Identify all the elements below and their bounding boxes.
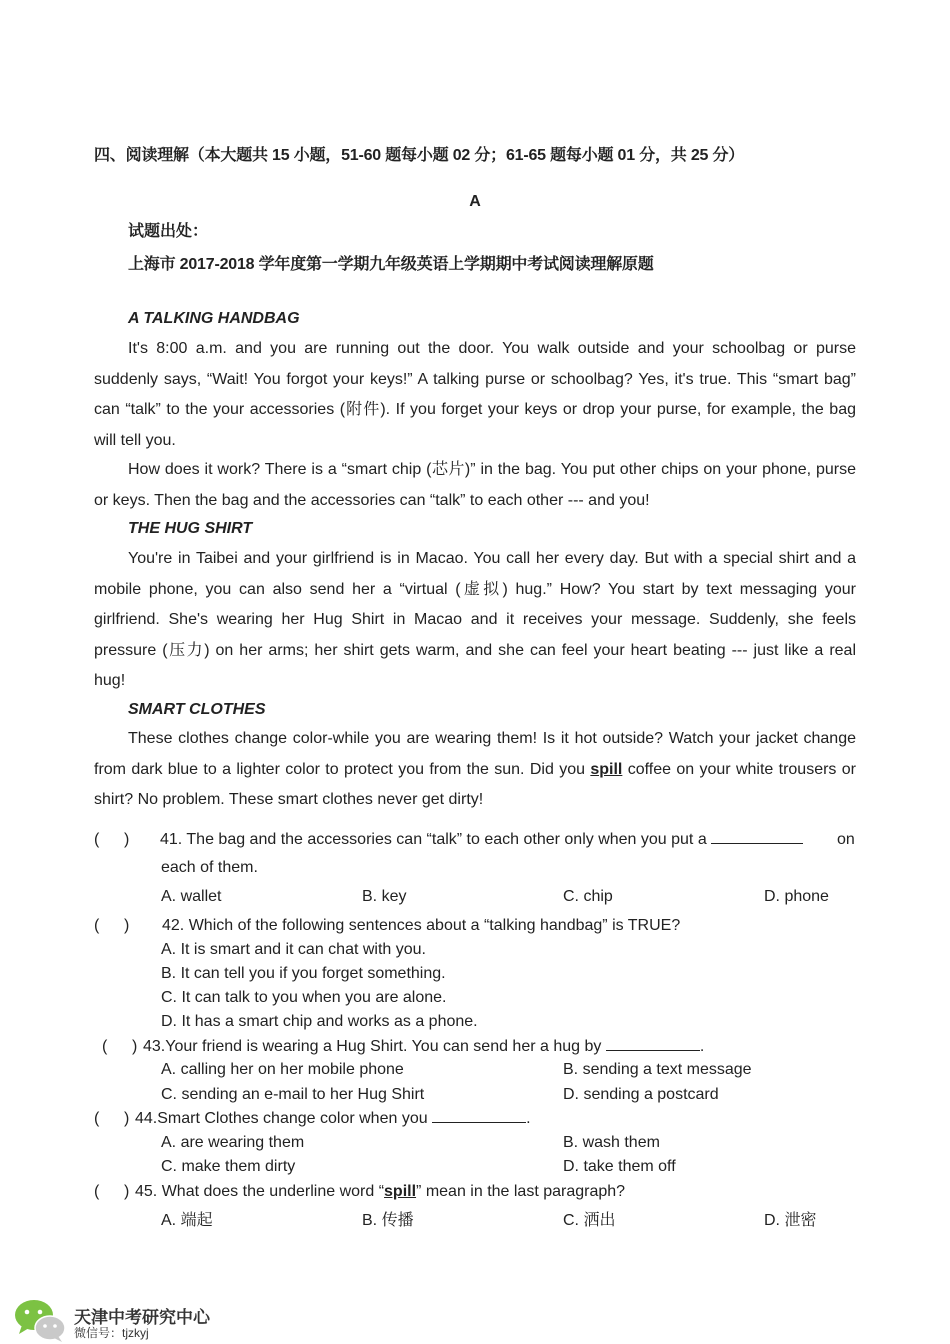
- heading-smart-clothes: SMART CLOTHES: [128, 701, 266, 718]
- source-label: 试题出处：: [128, 223, 209, 240]
- q44-paren-open: (: [94, 1110, 100, 1127]
- q45-option-d: D. 泄密: [764, 1212, 817, 1229]
- q45-stem-end: ” mean in the last paragraph?: [416, 1183, 626, 1200]
- q41-option-c: C. chip: [563, 888, 613, 905]
- q41-paren-close: ): [124, 831, 130, 848]
- wechat-bubbles-icon: [14, 1298, 66, 1342]
- q45-option-a: A. 端起: [161, 1212, 213, 1229]
- part-label: A: [469, 193, 481, 210]
- q44-paren-close: ): [124, 1110, 130, 1127]
- q44-stem: [135, 1110, 531, 1128]
- paragraph-4-end: coffee on your white trousers or shirt? No problem. These smart clothes never get dirty!: [94, 760, 857, 808]
- q42-stem: 42. Which of the following sentences about a “talking handbag” is TRUE?: [162, 917, 681, 934]
- q43-stem: [143, 1038, 704, 1056]
- q43-option-c: C. sending an e-mail to her Hug Shirt: [161, 1086, 425, 1103]
- q43-stem-end: .: [699, 1038, 705, 1055]
- q42-option-b: B. It can tell you if you forget something.: [161, 965, 446, 982]
- footer-wechat-id: 微信号：tjzkyj: [74, 1326, 149, 1340]
- paragraph-4-start: These clothes change color-while you are wearing them! Is it hot outside? Watch your jacket change from dark blue to a lighter color to protect you from the sun. Did you: [94, 730, 856, 778]
- q43-paren-close: ): [132, 1038, 138, 1055]
- heading-hug-shirt: THE HUG SHIRT: [128, 520, 253, 537]
- q43-blank: [606, 1038, 700, 1051]
- q42-option-d: D. It has a smart chip and works as a phone.: [161, 1013, 478, 1030]
- q45-paren-open: (: [94, 1183, 100, 1200]
- q44-blank: [432, 1110, 526, 1123]
- q43-option-b: B. sending a text message: [563, 1061, 752, 1078]
- q42-option-c: C. It can talk to you when you are alone.: [161, 989, 447, 1006]
- q44-stem-text: 44.Smart Clothes change color when you: [135, 1110, 428, 1127]
- underlined-word-spill: spill: [590, 760, 623, 778]
- q41-stem: [160, 831, 803, 849]
- q42-paren-open: (: [94, 917, 100, 934]
- source-text: 上海市 2017-2018 学年度第一学期九年级英语上学期期中考试阅读理解原题: [128, 256, 654, 273]
- q41-stem-cont: each of them.: [161, 859, 258, 876]
- heading-talking-handbag: A TALKING HANDBAG: [128, 310, 300, 327]
- q41-stem-on: on: [837, 831, 855, 848]
- q41-stem-text: 41. The bag and the accessories can “talk” to each other only when you put a: [160, 831, 707, 848]
- q44-option-a: A. are wearing them: [161, 1134, 305, 1151]
- q45-stem-start: 45. What does the underline word “: [135, 1183, 385, 1200]
- q44-option-c: C. make them dirty: [161, 1158, 296, 1175]
- q45-underlined-word: spill: [384, 1183, 417, 1200]
- q43-option-d: D. sending a postcard: [563, 1086, 719, 1103]
- q41-paren-open: (: [94, 831, 100, 848]
- q45-paren-close: ): [124, 1183, 130, 1200]
- paragraph-4: [94, 724, 856, 816]
- q42-option-a: A. It is smart and it can chat with you.: [161, 941, 426, 958]
- q41-option-a: A. wallet: [161, 888, 222, 905]
- q45-option-b: B. 传播: [362, 1212, 414, 1229]
- section-title: 四、阅读理解（本大题共 15 小题，51-60 题每小题 02 分；61-65 题每小题 01 分，共 25 分）: [94, 147, 745, 164]
- q42-paren-close: ): [124, 917, 130, 934]
- q44-option-b: B. wash them: [563, 1134, 660, 1151]
- q41-blank: [711, 831, 803, 844]
- footer-org-name: 天津中考研究中心: [74, 1308, 210, 1327]
- q41-option-d: D. phone: [764, 888, 829, 905]
- q45-option-c: C. 洒出: [563, 1212, 616, 1229]
- q44-stem-end: .: [526, 1110, 531, 1127]
- q41-option-b: B. key: [362, 888, 407, 905]
- q45-stem: [135, 1183, 625, 1201]
- q43-paren-open: (: [102, 1038, 108, 1055]
- q43-stem-text: 43.Your friend is wearing a Hug Shirt. You can send her a hug by: [143, 1038, 602, 1055]
- q43-option-a: A. calling her on her mobile phone: [161, 1061, 404, 1078]
- paragraph-3: You're in Taibei and your girlfriend is in Macao. You call her every day. But with a special shirt and a mobile phone, you can also send her a “virtual (虚拟) hug.” How? You start by text messaging your girlfriend. She's wearing her Hug Shirt in Macao and it receives your message. Suddenly, she feels pressure (压力) on her arms; her shirt gets warm, and she can feel your heart beating --- just like a real hug!: [94, 550, 856, 689]
- paragraph-1: It's 8:00 a.m. and you are running out the door. You walk outside and your schoolbag or purse suddenly says, “Wait! You forgot your keys!” A talking purse or schoolbag? Yes, it's true. This “smart bag” can “talk” to the your accessories (附件). If you forget your keys or drop your purse, for example, the bag will tell you.: [94, 340, 856, 449]
- q44-option-d: D. take them off: [563, 1158, 676, 1175]
- paragraph-2: How does it work? There is a “smart chip (芯片)” in the bag. You put other chips on your phone, purse or keys. Then the bag and the accessories can “talk” to each other --- and you!: [94, 461, 856, 509]
